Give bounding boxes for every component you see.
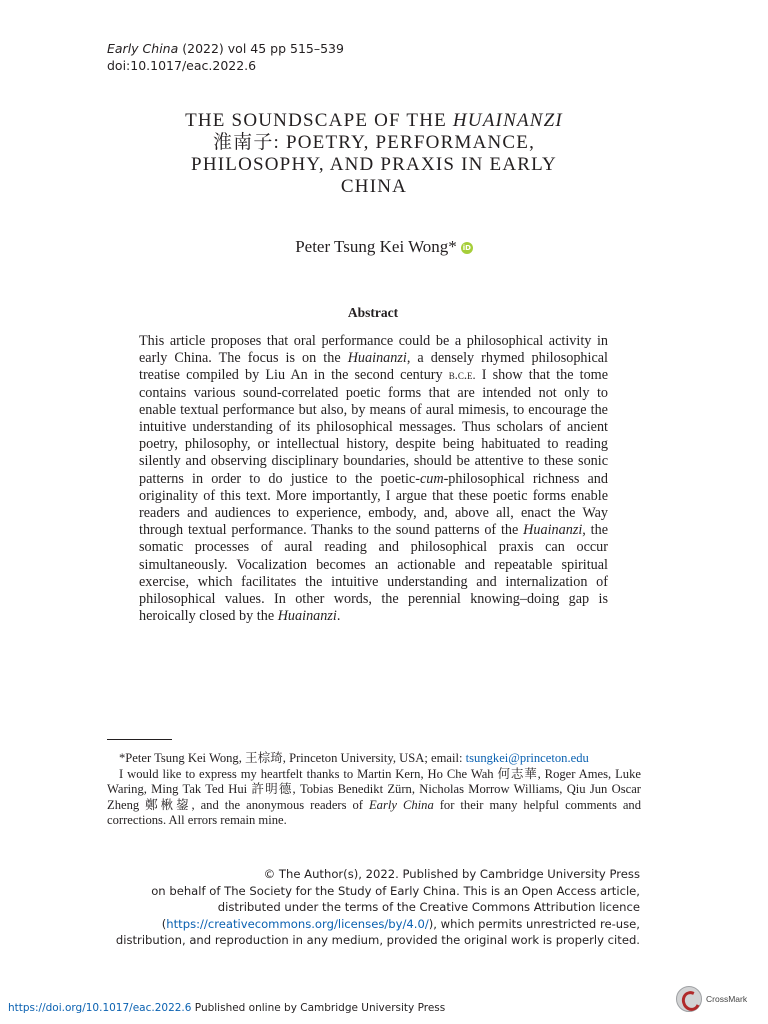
abstract-text-6: . <box>336 608 341 625</box>
crossmark-icon <box>676 986 702 1012</box>
author-name: Peter Tsung Kei Wong* <box>295 237 457 256</box>
abstract-italic-huainanzi-3: Huainanzi <box>277 608 337 625</box>
orcid-icon[interactable]: iD <box>462 244 471 252</box>
abstract-italic-huainanzi-2: Huainanzi <box>523 522 583 539</box>
title-line-2: 淮南子: POETRY, PERFORMANCE, <box>212 132 536 153</box>
footnote-author <box>107 751 641 767</box>
journal-citation <box>107 40 344 57</box>
footnotes <box>107 751 641 829</box>
page-footer <box>8 1001 445 1015</box>
ack-journal-name: Early China <box>368 797 434 812</box>
crossmark-badge[interactable] <box>676 985 756 1013</box>
copyright-line-2: on behalf of The Society for the Study of Early China. This is an Open Access article, <box>151 883 640 898</box>
abstract-text-1: This article proposes that oral performance could be a philosophical activity in early China. The focus is on the <box>139 333 608 367</box>
title-huainanzi: HUAINANZI <box>452 110 563 131</box>
email-link[interactable]: tsungkei@princeton.edu <box>465 751 589 765</box>
footnote-acknowledgements <box>107 767 641 829</box>
copyright-line-5: distribution, and reproduction in any medium, provided the original work is properly cited. <box>115 933 640 948</box>
abstract-text-2: , a densely rhymed philosophical treatise compiled by Liu An in the second century <box>139 350 608 384</box>
footnote-author-text: *Peter Tsung Kei Wong, 王棕琦, Princeton University, USA; email: <box>119 751 466 765</box>
copyright-notice <box>80 866 640 949</box>
copyright-line-1: © The Author(s), 2022. Published by Cambridge University Press <box>263 867 640 881</box>
author-line <box>150 236 618 258</box>
abstract-bce: b.c.e. <box>448 368 476 383</box>
license-link[interactable]: https://creativecommons.org/licenses/by/4.0/ <box>166 916 429 931</box>
article-title <box>120 110 628 198</box>
ack-text-1: I would like to express my heartfelt thanks to Martin Kern, Ho Che Wah 何志華, Roger Ames, Luke Waring, Ming Tak Ted Hui 許明德, Tobias Benedikt Zürn, Nicholas Morrow Williams, Qiu Jun Oscar Zheng 鄭楸鋆, and the anonymous readers of <box>107 766 641 812</box>
ack-text-2: for their many helpful comments and corrections. All errors remain mine. <box>107 797 642 827</box>
crossmark-label: CrossMark <box>706 994 748 1004</box>
journal-name: Early China <box>107 41 179 56</box>
abstract-text-3: I show that the tome contains various sound-correlated poetic forms that are intended not only to enable textual performance but also, by means of aural mimesis, to encourage the intuitive understanding of its philosophical messages. Thus scholars of ancient poetry, philosophy, or intellectual history, despite being habituated to reading silently and observing disciplinary boundaries, should be attentive to these sonic patterns in order to do justice to the poetic- <box>139 367 609 487</box>
title-line-3: PHILOSOPHY, AND PRAXIS IN EARLY <box>191 154 557 175</box>
abstract-text-5: , the somatic processes of aural reading and philosophical praxis can occur simultaneously. Vocalization becomes an actionable and repeatable spiritual exercise, which facilitates the intuitive understanding and internalization of philosophical values. In other words, the perennial knowing–doing gap is heroically closed by the <box>139 522 608 625</box>
footnote-divider <box>107 739 172 740</box>
abstract-italic-cum: cum <box>419 470 444 487</box>
journal-volume: (2022) vol 45 pp 515–539 <box>182 41 344 56</box>
journal-header <box>107 40 344 74</box>
abstract-text-4: -philosophical richness and originality of this text. More importantly, I argue that these poetic forms enable readers and audiences to experience, embody, and, above all, enact the Way through textual performance. Thanks to the sound patterns of the <box>139 470 608 539</box>
copyright-line-4 <box>80 916 640 933</box>
abstract-heading: Abstract <box>347 305 399 320</box>
title-line-4: CHINA <box>340 176 408 197</box>
journal-doi: doi:10.1017/eac.2022.6 <box>107 58 257 73</box>
footer-published: Published online by Cambridge University Press <box>191 1002 446 1014</box>
copyright-line-4-rest: ), which permits unrestricted re-use, <box>428 916 640 931</box>
title-line-1: THE SOUNDSCAPE OF THE <box>185 110 447 131</box>
copyright-line-3: distributed under the terms of the Creative Commons Attribution licence <box>217 900 640 915</box>
abstract-italic-huainanzi-1: Huainanzi <box>347 350 407 367</box>
paren-open: ( <box>161 916 167 931</box>
abstract-body <box>139 333 608 625</box>
footer-doi-link[interactable]: https://doi.org/10.1017/eac.2022.6 <box>8 1002 192 1014</box>
